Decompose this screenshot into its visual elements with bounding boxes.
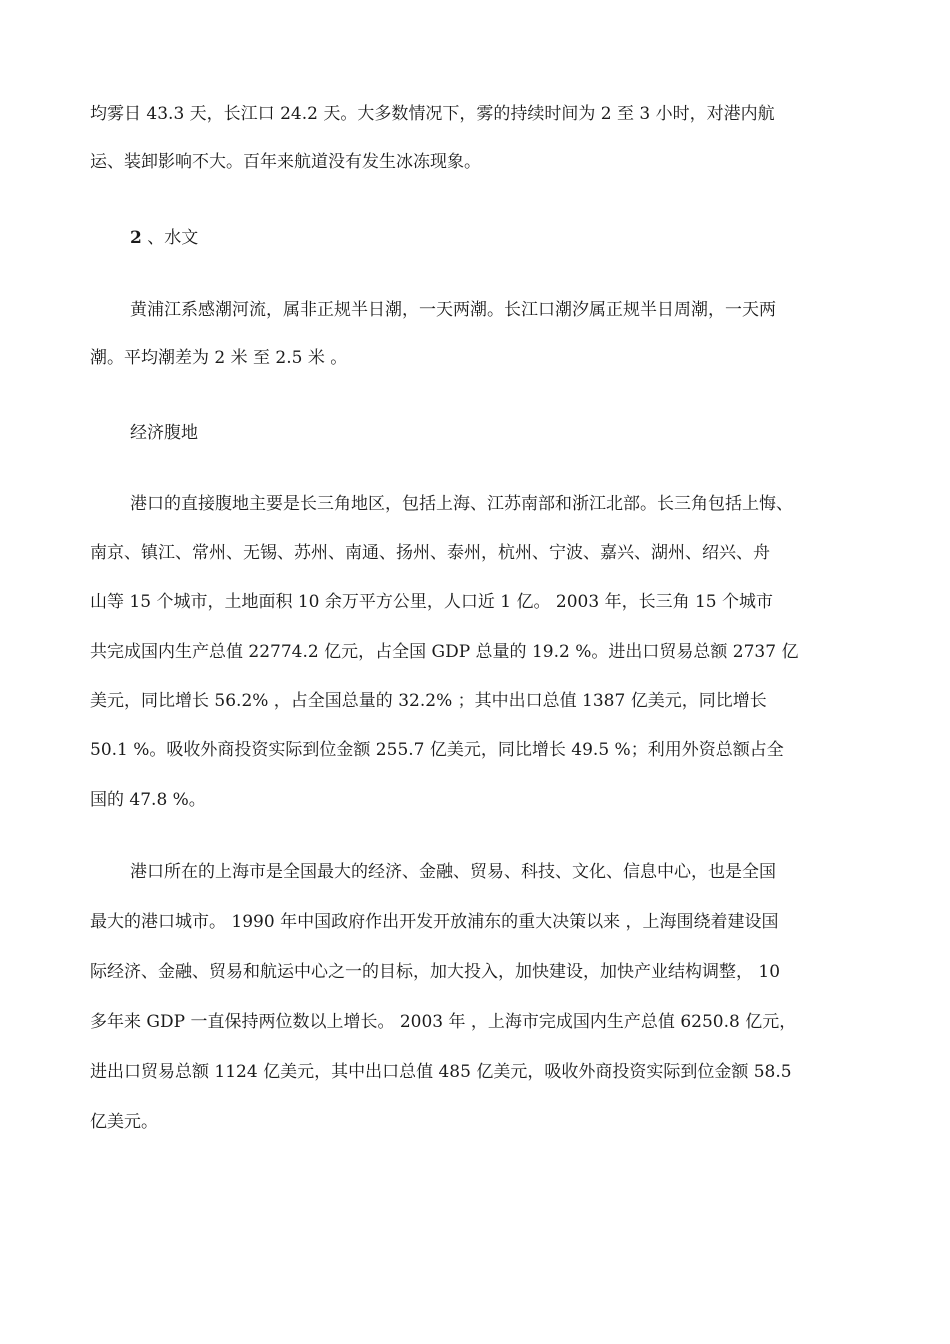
text-line: 港口的直接腹地主要是长三角地区，包括上海、江苏南部和浙江北部。长三角包括上悔、 <box>130 494 793 514</box>
text-line: 黄浦江系感潮河流，属非正规半日潮，一天两潮。长江口潮汐属正规半日周潮，一天两 <box>130 300 776 320</box>
text-line: 共完成国内生产总值 22774.2 亿元，占全国 GDP 总量的 19.2 %。进出口贸易总额 2737 亿 <box>90 642 799 662</box>
text-line: 美元，同比增长 56.2% ，占全国总量的 32.2% ；其中出口总值 1387 亿美元，同比增长 <box>90 691 767 711</box>
section-heading-economy: 经济腹地 <box>130 423 198 443</box>
text-line: 亿美元。 <box>90 1112 158 1132</box>
text-line: 国的 47.8 %。 <box>90 790 206 810</box>
text-line: 50.1 %。吸收外商投资实际到位金额 255.7 亿美元，同比增长 49.5 %；利用外资总额占全 <box>90 740 784 760</box>
text-line: 港口所在的上海市是全国最大的经济、金融、贸易、科技、文化、信息中心，也是全国 <box>130 862 776 882</box>
section-heading-hydrology <box>130 226 860 250</box>
text-line: 最大的港口城市。 1990 年中国政府作出开发开放浦东的重大决策以来 ，上海围绕着建设国 <box>90 912 779 932</box>
text-line: 潮。平均潮差为 2 米 至 2.5 米 。 <box>90 348 348 368</box>
text-line: 运、装卸影响不大。百年来航道没有发生冰冻现象。 <box>90 152 481 172</box>
text-line: 进出口贸易总额 1124 亿美元，其中出口总值 485 亿美元，吸收外商投资实际到位金额 58.5 <box>90 1062 792 1082</box>
text-line: 山等 15 个城市，土地面积 10 余万平方公里，人口近 1 亿。 2003 年，长三角 15 个城市 <box>90 592 774 612</box>
text-line: 际经济、金融、贸易和航运中心之一的目标，加大投入，加快建设，加快产业结构调整， 10 <box>90 962 781 982</box>
section-number: 2 <box>130 228 142 248</box>
text-line: 多年来 GDP 一直保持两位数以上增长。 2003 年 ，上海市完成国内生产总值 6250.8 亿元， <box>90 1012 797 1032</box>
text-line: 南京、镇江、常州、无锡、苏州、南通、扬州、泰州，杭州、宁波、嘉兴、湖州、绍兴、舟 <box>90 543 770 563</box>
section-title: 、水文 <box>141 228 199 248</box>
text-line: 均雾日 43.3 天，长江口 24.2 天。大多数情况下，雾的持续时间为 2 至 3 小时，对港内航 <box>90 104 775 124</box>
